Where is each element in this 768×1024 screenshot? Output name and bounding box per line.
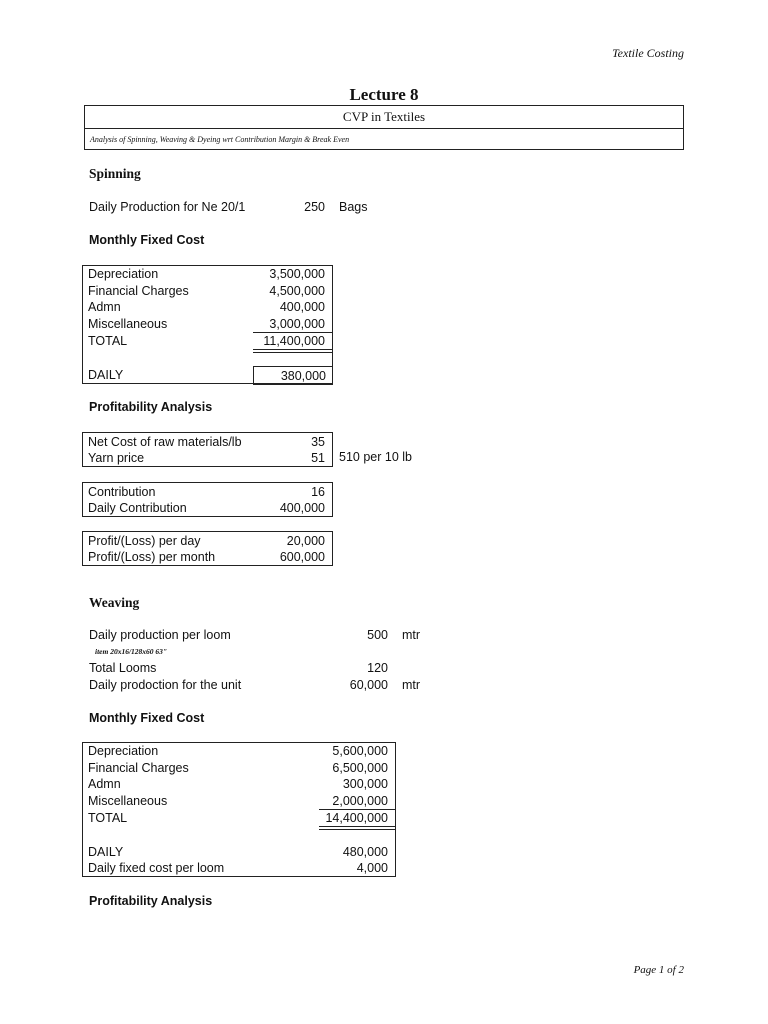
profit-label: Profit/(Loss) per day	[88, 534, 201, 548]
fixed-cost-label: Admn	[88, 300, 121, 314]
weaving-looms-value: 120	[367, 661, 388, 675]
contribution-value: 16	[311, 485, 325, 499]
fixed-cost-label: Depreciation	[88, 267, 159, 281]
fixed-cost-daily-cell	[253, 366, 333, 385]
fixed-cost-label: Miscellaneous	[88, 317, 168, 331]
fixed-cost-label: Financial Charges	[88, 761, 189, 775]
fixed-cost-value: 2,000,000	[332, 794, 388, 808]
title-box-subheading: Analysis of Spinning, Weaving & Dyeing wrt Contribution Margin & Break Even	[90, 135, 350, 144]
fixed-cost-per-loom-label: Daily fixed cost per loom	[88, 861, 225, 875]
fixed-cost-value: 300,000	[342, 777, 388, 791]
fixed-cost-value: 3,000,000	[269, 317, 325, 331]
fixed-cost-total-value: 11,400,000	[263, 334, 325, 348]
total-double-rule	[319, 829, 395, 830]
weaving-unit-total-label: Daily prodoction for the unit	[89, 678, 242, 692]
weaving-per-loom-unit: mtr	[402, 628, 421, 642]
fixed-cost-value: 3,500,000	[269, 267, 325, 281]
weaving-profitability-heading: Profitability Analysis	[89, 894, 213, 908]
spinning-materials-table	[82, 432, 333, 467]
fixed-cost-label: Financial Charges	[88, 284, 189, 298]
spinning-profit-table	[82, 531, 333, 566]
fixed-cost-value: 400,000	[279, 300, 325, 314]
page-title: Lecture 8	[349, 85, 419, 104]
spinning-daily-production-value: 250	[304, 200, 325, 214]
fixed-cost-daily-label: DAILY	[88, 368, 124, 382]
spinning-heading: Spinning	[89, 166, 141, 181]
fixed-cost-label: Admn	[88, 777, 121, 791]
profit-value: 20,000	[286, 534, 325, 548]
weaving-per-loom-label: Daily production per loom	[89, 628, 231, 642]
weaving-fixed-cost-table	[82, 742, 396, 877]
fixed-cost-value: 5,600,000	[332, 744, 388, 758]
spinning-fixed-cost-heading: Monthly Fixed Cost	[89, 233, 205, 247]
weaving-unit-total-unit: mtr	[402, 678, 421, 692]
weaving-fixed-cost-heading: Monthly Fixed Cost	[89, 711, 205, 725]
page-number: Page 1 of 2	[633, 964, 684, 976]
weaving-item-note: item 20x16/128x60 63"	[95, 647, 168, 656]
contribution-label: Daily Contribution	[88, 501, 187, 515]
fixed-cost-total-value: 14,400,000	[325, 811, 388, 825]
fixed-cost-label: Miscellaneous	[88, 794, 168, 808]
title-box	[84, 105, 684, 150]
fixed-cost-total-label: TOTAL	[88, 334, 128, 348]
running-header: Textile Costing	[612, 46, 684, 60]
yarn-price-note: 510 per 10 lb	[339, 450, 412, 464]
total-double-rule	[253, 352, 332, 353]
title-box-heading: CVP in Textiles	[85, 106, 683, 129]
total-double-rule	[253, 349, 332, 350]
materials-label: Net Cost of raw materials/lb	[88, 435, 242, 449]
spinning-daily-production-unit: Bags	[339, 200, 368, 214]
contribution-label: Contribution	[88, 485, 156, 499]
fixed-cost-value: 4,500,000	[269, 284, 325, 298]
fixed-cost-per-loom-value: 4,000	[356, 861, 388, 875]
fixed-cost-daily-value: 480,000	[342, 845, 388, 859]
fixed-cost-value: 6,500,000	[332, 761, 388, 775]
total-double-rule	[319, 826, 395, 827]
spinning-profitability-heading: Profitability Analysis	[89, 400, 213, 414]
contribution-value: 400,000	[279, 501, 325, 515]
fixed-cost-daily-value: 380,000	[280, 369, 326, 383]
spinning-fixed-cost-table	[82, 265, 333, 384]
weaving-heading: Weaving	[89, 595, 140, 610]
materials-value: 35	[311, 435, 325, 449]
weaving-per-loom-value: 500	[367, 628, 388, 642]
spinning-daily-production-label: Daily Production for Ne 20/1	[89, 200, 246, 214]
profit-label: Profit/(Loss) per month	[88, 550, 216, 564]
fixed-cost-daily-label: DAILY	[88, 845, 124, 859]
profit-value: 600,000	[279, 550, 325, 564]
weaving-looms-label: Total Looms	[89, 661, 157, 675]
weaving-unit-total-value: 60,000	[349, 678, 388, 692]
spinning-contribution-table	[82, 482, 333, 517]
fixed-cost-label: Depreciation	[88, 744, 159, 758]
materials-label: Yarn price	[88, 451, 145, 465]
materials-value: 51	[311, 451, 325, 465]
fixed-cost-total-label: TOTAL	[88, 811, 128, 825]
